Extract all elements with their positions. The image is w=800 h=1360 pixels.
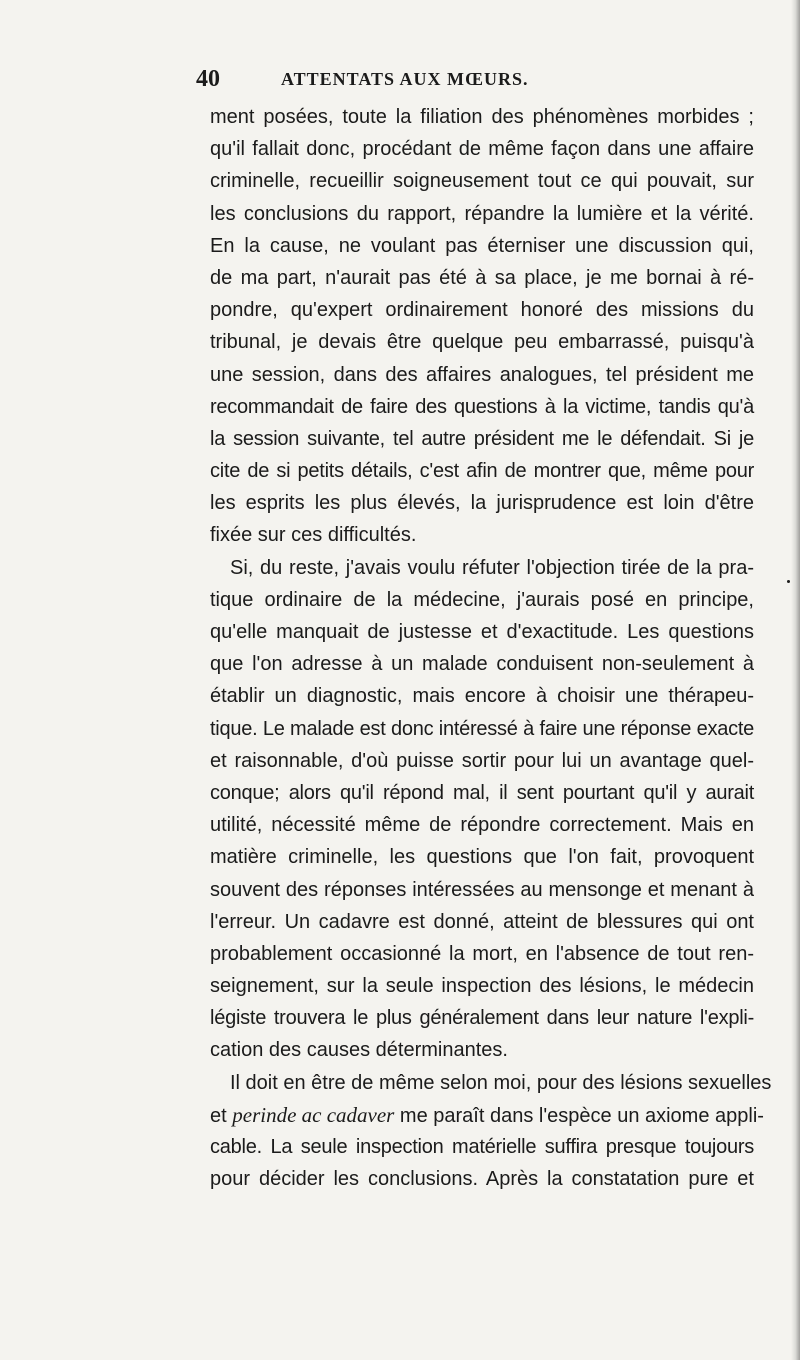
text-line: ment posées, toute la filiation des phénomènes morbides ; <box>210 106 754 128</box>
text-line: matière criminelle, les questions que l'on fait, provoquent <box>210 846 754 869</box>
page-header <box>196 66 756 92</box>
text-line: pondre, qu'expert ordinairement honoré des missions du <box>210 299 754 322</box>
text-line: tribunal, je devais être quelque peu embarrassé, puisqu'à <box>210 331 754 354</box>
page-number: 40 <box>196 66 220 92</box>
text-line: fixée sur ces difficultés. <box>210 524 417 547</box>
text-line: les conclusions du rapport, répandre la lumière et la vérité. <box>210 202 754 225</box>
text-segment: me paraît dans l'espèce un axiome appli- <box>394 1104 764 1127</box>
text-line: qu'elle manquait de justesse et d'exactitude. Les questions <box>210 621 754 643</box>
text-segment: et <box>210 1104 233 1127</box>
text-line: et raisonnable, d'où puisse sortir pour lui un avantage quel- <box>210 749 754 772</box>
text-line: une session, dans des affaires analogues, tel président me <box>210 363 754 386</box>
text-line: cable. La seule inspection matérielle suffira presque toujours <box>210 1136 754 1158</box>
body-text <box>210 101 772 1195</box>
text-line: tique. Le malade est donc intéressé à faire une réponse exacte <box>210 717 754 740</box>
text-line: cation des causes déterminantes. <box>210 1039 508 1062</box>
text-line: pour décider les conclusions. Après la constatation pure et <box>210 1168 754 1191</box>
page-edge-shadow <box>791 0 800 1360</box>
text-line: cite de si petits détails, c'est afin de montrer que, même pour <box>210 460 754 483</box>
text-line: probablement occasionné la mort, en l'absence de tout ren- <box>210 942 754 965</box>
text-line: conque; alors qu'il répond mal, il sent pourtant qu'il y aurait <box>210 781 754 804</box>
running-title: ATTENTATS AUX MŒURS. <box>281 69 529 89</box>
text-line: la session suivante, tel autre président me le défendait. Si je <box>210 427 754 450</box>
text-line: Il doit en être de même selon moi, pour des lésions sexuelles <box>230 1071 772 1094</box>
text-line: l'erreur. Un cadavre est donné, atteint de blessures qui ont <box>210 910 754 933</box>
text-line: légiste trouvera le plus généralement dans leur nature l'expli- <box>210 1007 754 1030</box>
text-line: seignement, sur la seule inspection des lésions, le médecin <box>210 975 754 998</box>
text-line: établir un diagnostic, mais encore à choisir une thérapeu- <box>210 685 754 708</box>
text-line: de ma part, n'aurait pas été à sa place, je me bornai à ré- <box>210 266 754 289</box>
text-line: que l'on adresse à un malade conduisent non-seulement à <box>210 653 754 676</box>
text-line: qu'il fallait donc, procédant de même façon dans une affaire <box>210 138 754 161</box>
text-line: En la cause, ne voulant pas éterniser une discussion qui, <box>210 234 754 257</box>
text-line: utilité, nécessité même de répondre correctement. Mais en <box>210 814 754 837</box>
text-line: criminelle, recueillir soigneusement tout ce qui pouvait, sur <box>210 170 754 193</box>
text-line: les esprits les plus élevés, la jurisprudence est loin d'être <box>210 492 754 515</box>
ink-speck <box>787 580 790 583</box>
text-line: recommandait de faire des questions à la victime, tandis qu'à <box>210 395 754 418</box>
text-line <box>210 1099 764 1131</box>
text-line: souvent des réponses intéressées au mensonge et menant à <box>210 878 754 901</box>
latin-phrase: perinde ac cadaver <box>232 1102 395 1127</box>
text-line: tique ordinaire de la médecine, j'aurais posé en principe, <box>210 588 754 611</box>
text-line: Si, du reste, j'avais voulu réfuter l'objection tirée de la pra- <box>230 556 754 579</box>
